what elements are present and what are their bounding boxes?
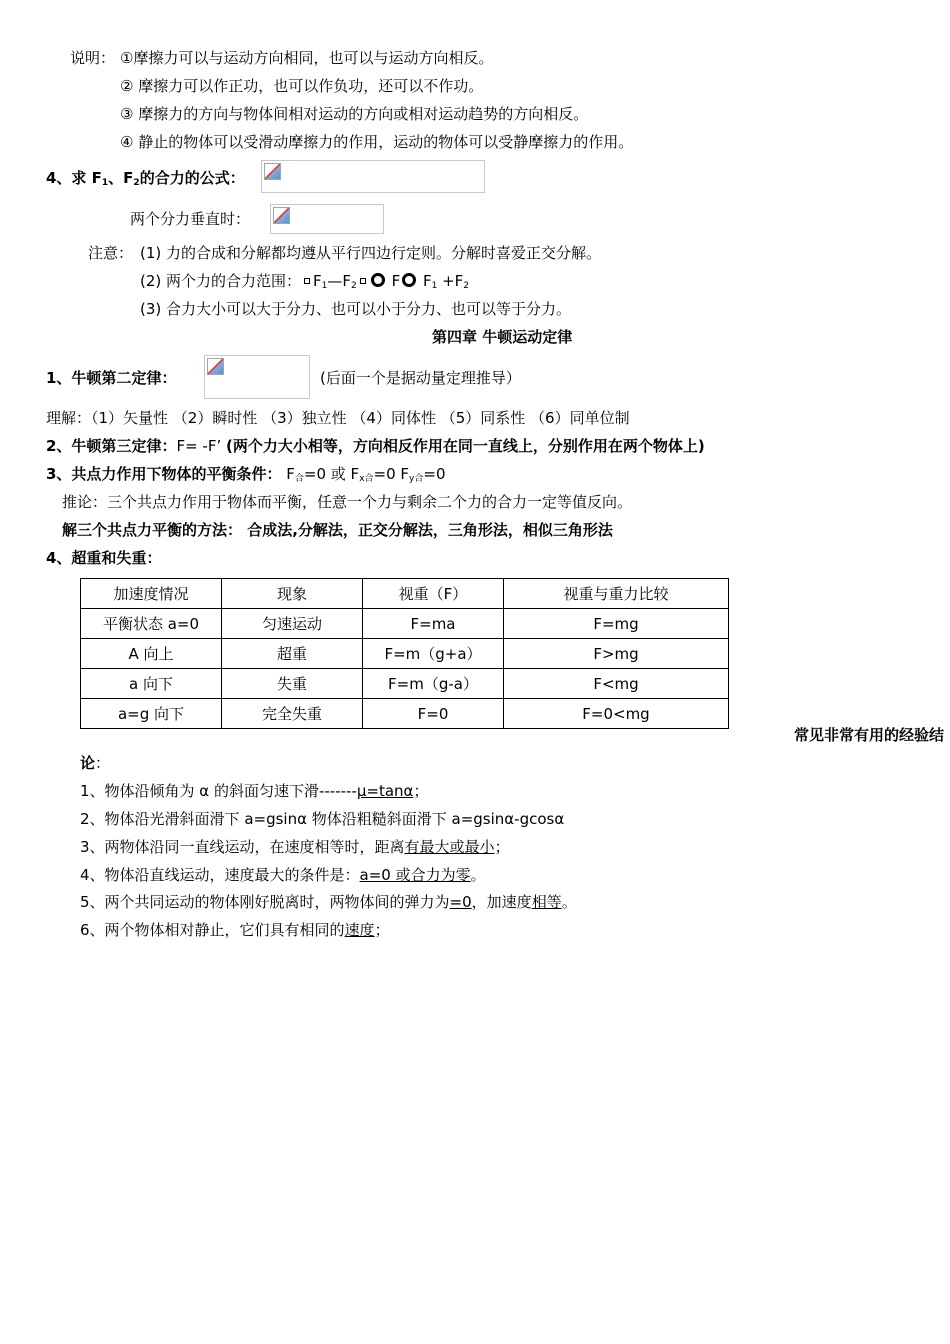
- broken-image-icon: [264, 163, 281, 180]
- resultant-note-1: (1) 力的合成和分解都均遵从平行四边行定则。分解时喜爱正交分解。: [140, 244, 602, 262]
- conclusion-3: 3、两物体沿同一直线运动，在速度相等时，距离有最大或最小；: [80, 838, 510, 856]
- table-cell: a=g 向下: [81, 699, 222, 729]
- equilibrium-methods: 解三个共点力平衡的方法： 合成法,分解法，正交分解法，三角形法，相似三角形法: [62, 521, 613, 539]
- newton2-formula-image: [204, 355, 310, 399]
- table-header-cell: 视重（F）: [363, 579, 504, 609]
- conclusion-5: 5、两个共同运动的物体刚好脱离时，两物体间的弹力为=0，加速度相等。: [80, 893, 577, 911]
- table-cell: 完全失重: [222, 699, 363, 729]
- table-header-cell: 视重与重力比较: [504, 579, 729, 609]
- resultant-note-3: (3) 合力大小可以大于分力、也可以小于分力、也可以等于分力。: [140, 300, 572, 318]
- table-cell: 超重: [222, 639, 363, 669]
- conclusions-title-line1: 常见非常有用的经验结: [793, 726, 944, 744]
- circle-glyph-icon: [402, 273, 416, 287]
- table-cell: F>mg: [504, 639, 729, 669]
- table-cell: a 向下: [81, 669, 222, 699]
- friction-notes-lead: 说明：: [70, 49, 116, 67]
- circle-glyph-icon: [371, 273, 385, 287]
- table-cell: A 向上: [81, 639, 222, 669]
- weight-table: [80, 578, 729, 729]
- friction-note-1: ①摩擦力可以与运动方向相同，也可以与运动方向相反。: [120, 49, 494, 67]
- table-row: [81, 639, 729, 669]
- table-cell: 匀速运动: [222, 609, 363, 639]
- table-cell: F=m（g+a）: [363, 639, 504, 669]
- broken-image-icon: [207, 358, 224, 375]
- table-cell: F=mg: [504, 609, 729, 639]
- equilibrium-corollary: 推论：三个共点力作用于物体而平衡，任意一个力与剩余二个力的合力一定等值反向。: [62, 493, 633, 511]
- newton2-heading: 1、牛顿第二定律：: [46, 369, 177, 387]
- conclusion-4: 4、物体沿直线运动，速度最大的条件是：a=0 或合力为零。: [80, 866, 486, 884]
- resultant-note-lead: 注意：: [88, 244, 134, 262]
- table-cell: F=ma: [363, 609, 504, 639]
- newton2-remark: (后面一个是据动量定理推导）: [320, 369, 521, 387]
- table-cell: 平衡状态 a=0: [81, 609, 222, 639]
- conclusion-2: 2、物体沿光滑斜面滑下 a=gsinα 物体沿粗糙斜面滑下 a=gsinα-gcosα: [80, 810, 565, 828]
- equilibrium-line: 3、共点力作用下物体的平衡条件： $F_合=0$ 或 $F_{x合}=0$ $F_{y合}=0$: [46, 465, 446, 484]
- table-cell: F=0<mg: [504, 699, 729, 729]
- table-cell: F<mg: [504, 669, 729, 699]
- table-row: [81, 699, 729, 729]
- table-header-row: [81, 579, 729, 609]
- table-row: [81, 669, 729, 699]
- table-cell: 失重: [222, 669, 363, 699]
- table-header-cell: 现象: [222, 579, 363, 609]
- table-row: [81, 609, 729, 639]
- resultant-note-2: (2) 两个力的合力范围： $F_1—F_2$ F $F_1 +F_2$: [140, 272, 470, 291]
- resultant-formula-image: [261, 160, 485, 193]
- conclusions-title-line2: 论：: [80, 754, 111, 772]
- friction-note-4: ④ 静止的物体可以受滑动摩擦力的作用，运动的物体可以受静摩擦力的作用。: [120, 133, 634, 151]
- chapter-title: 第四章 牛顿运动定律: [432, 328, 573, 346]
- friction-note-2: ② 摩擦力可以作正功，也可以作负功，还可以不作功。: [120, 77, 484, 95]
- resultant-heading: 4、求 $F_1$、$F_2$的合力的公式：: [46, 169, 245, 188]
- conclusion-1: 1、物体沿倾角为 α 的斜面匀速下滑-------μ=tanα；: [80, 782, 429, 800]
- newton3-line: 2、牛顿第三定律：F= -F’ (两个力大小相等，方向相反作用在同一直线上，分别作用在两个物体上): [46, 437, 705, 455]
- newton2-understanding: 理解：（1）矢量性 （2）瞬时性 （3）独立性 （4）同体性 （5）同系性 （6）同单位制: [46, 409, 630, 427]
- square-glyph-icon: [360, 278, 366, 284]
- perpendicular-label: 两个分力垂直时：: [130, 210, 251, 228]
- table-cell: F=0: [363, 699, 504, 729]
- broken-image-icon: [273, 207, 290, 224]
- conclusion-6: 6、两个物体相对静止，它们具有相同的速度；: [80, 921, 390, 939]
- square-glyph-icon: [304, 278, 310, 284]
- perpendicular-formula-image: [270, 204, 384, 234]
- table-cell: F=m（g-a）: [363, 669, 504, 699]
- table-header-cell: 加速度情况: [81, 579, 222, 609]
- weight-heading: 4、超重和失重：: [46, 549, 162, 567]
- friction-note-3: ③ 摩擦力的方向与物体间相对运动的方向或相对运动趋势的方向相反。: [120, 105, 589, 123]
